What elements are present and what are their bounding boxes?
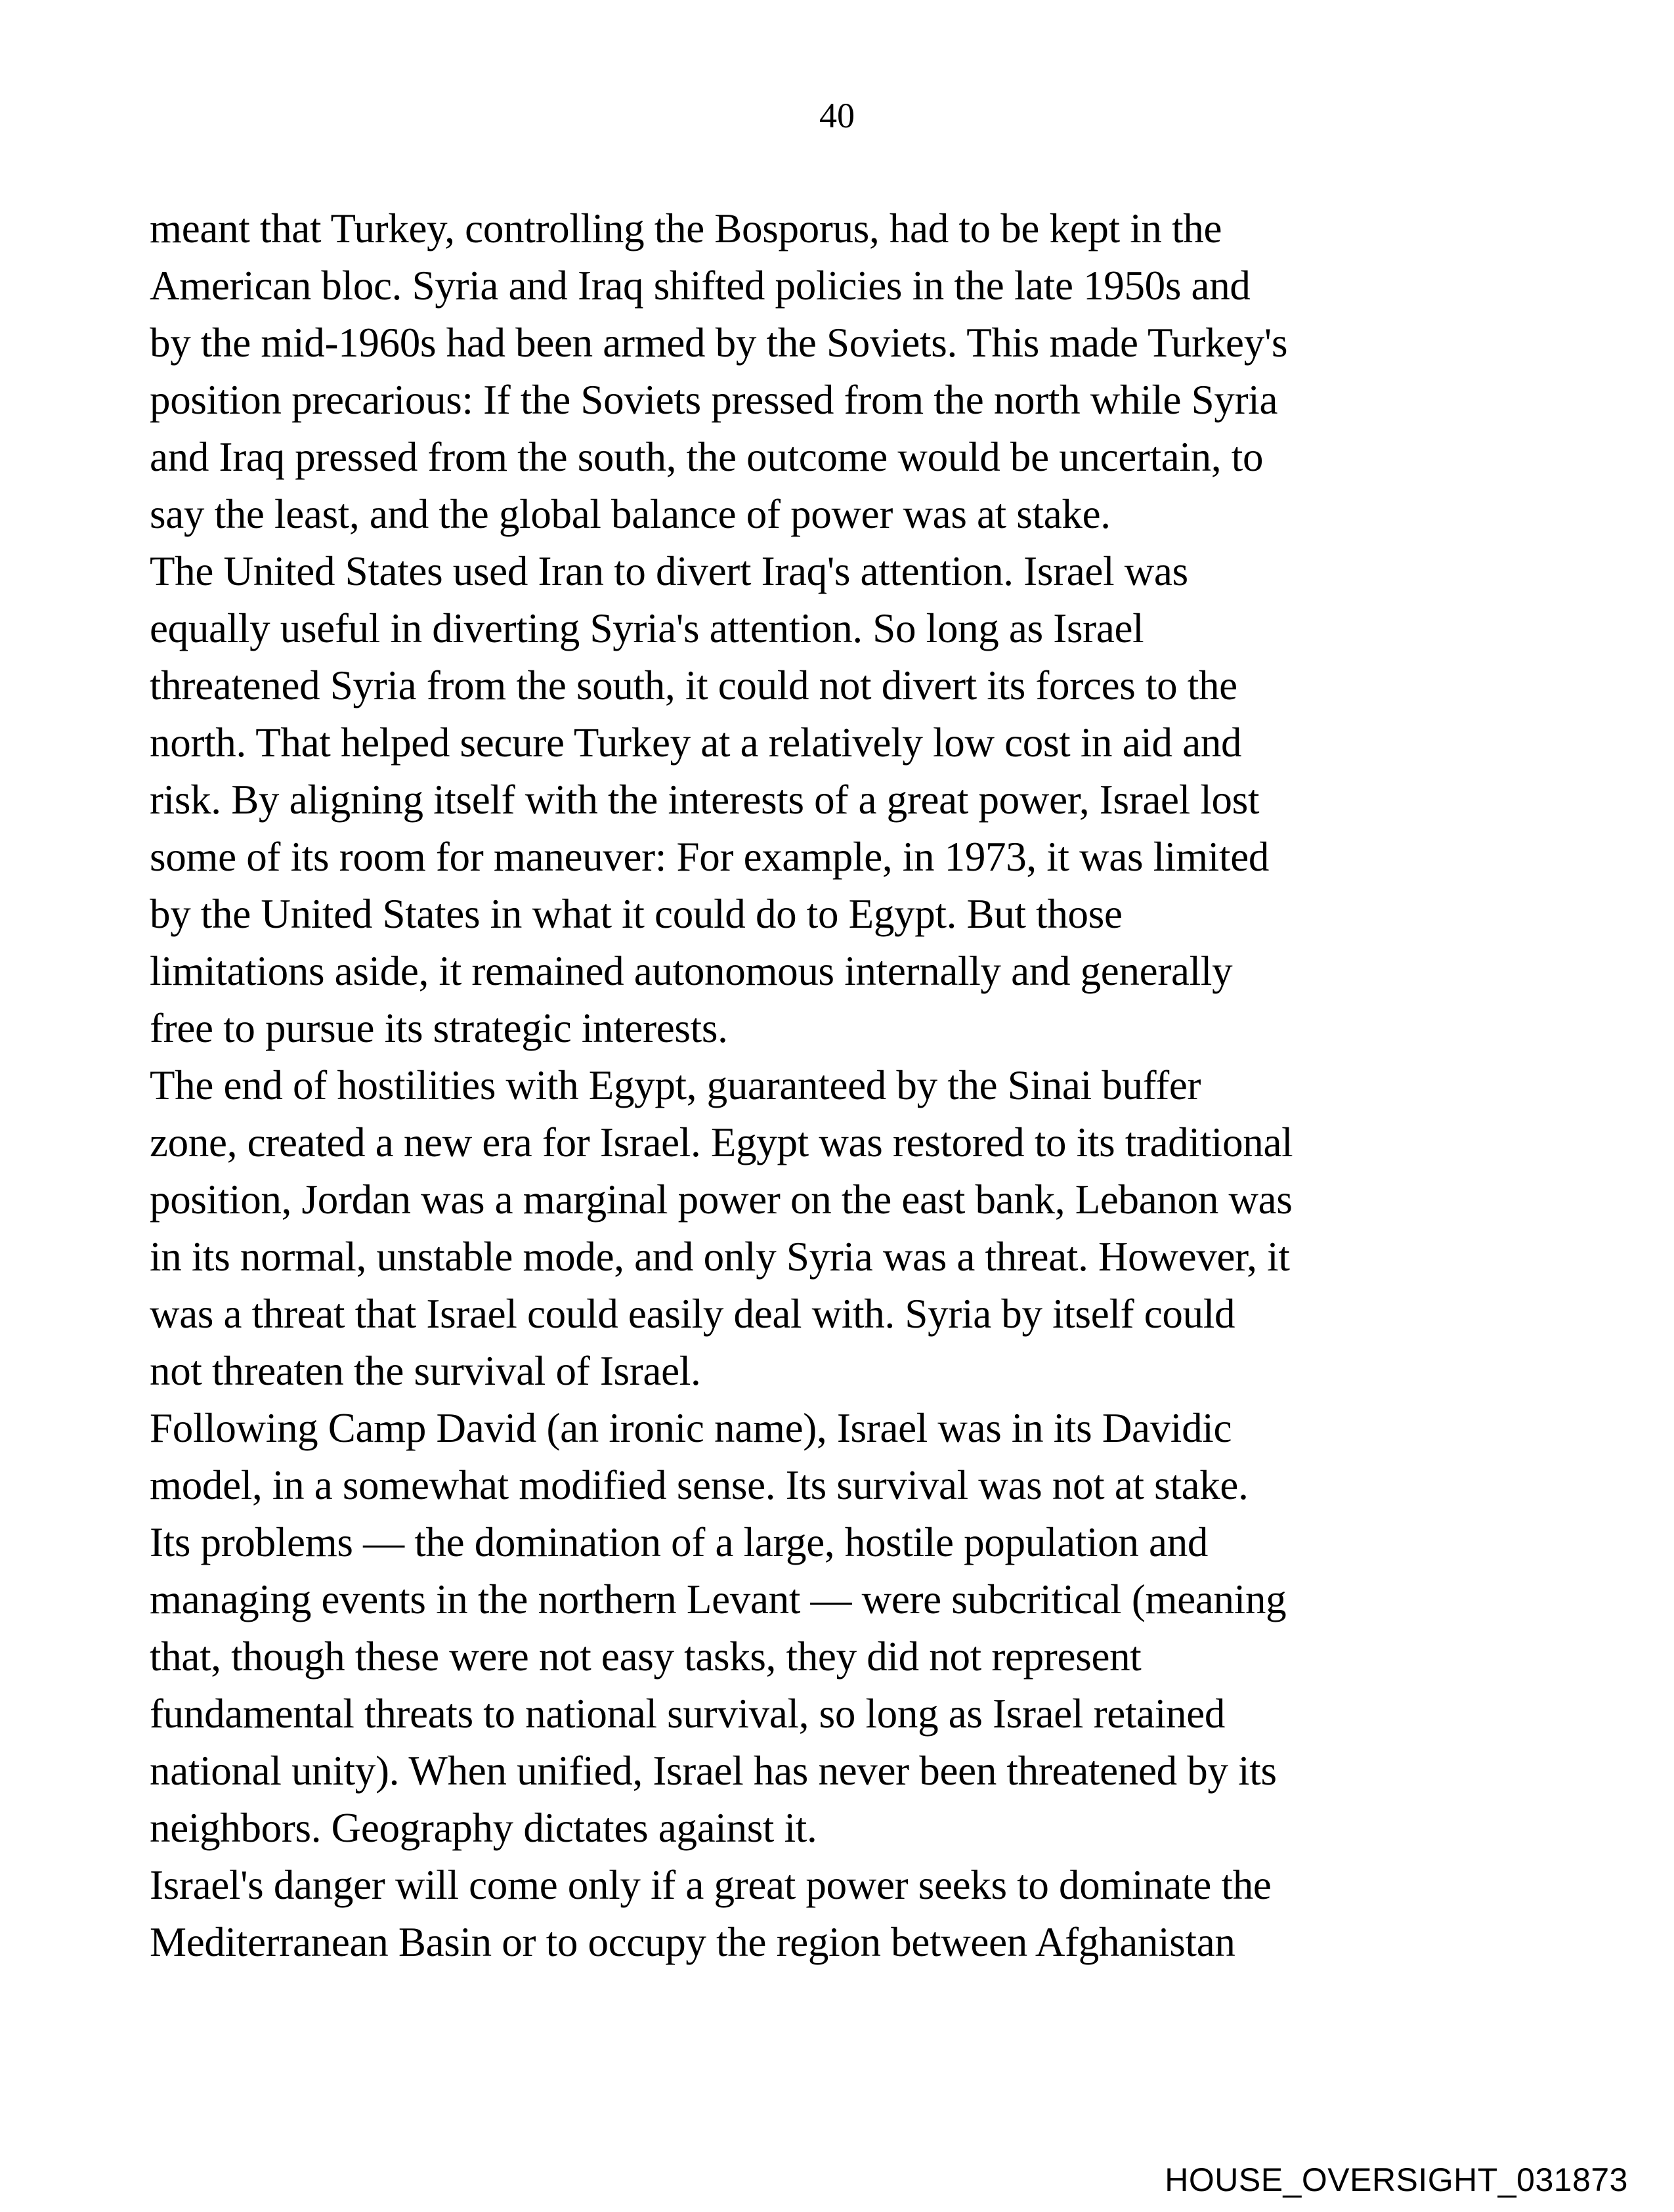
text-line: that, though these were not easy tasks, they did not represent [150,1634,1142,1680]
text-line: say the least, and the global balance of power was at stake. [150,491,1111,537]
page-number: 40 [819,96,855,135]
text-line: by the mid-1960s had been armed by the Soviets. This made Turkey's [150,320,1288,366]
text-line: national unity). When unified, Israel has never been threatened by its [150,1748,1277,1794]
text-line: Following Camp David (an ironic name), Israel was in its Davidic [150,1405,1232,1451]
text-line: Israel's danger will come only if a great power seeks to dominate the [150,1862,1272,1908]
text-line: was a threat that Israel could easily deal with. Syria by itself could [150,1291,1235,1337]
text-line: fundamental threats to national survival, so long as Israel retained [150,1691,1226,1737]
text-line: in its normal, unstable mode, and only Syria was a threat. However, it [150,1234,1290,1280]
text-line: The United States used Iran to divert Iraq's attention. Israel was [150,548,1188,594]
text-line: and Iraq pressed from the south, the outcome would be uncertain, to [150,434,1264,480]
text-line: zone, created a new era for Israel. Egypt was restored to its traditional [150,1119,1293,1165]
bates-stamp: HOUSE_OVERSIGHT_031873 [1165,2161,1628,2198]
text-line: The end of hostilities with Egypt, guaranteed by the Sinai buffer [150,1062,1201,1108]
body-text [150,200,1555,1971]
text-line: some of its room for maneuver: For example, in 1973, it was limited [150,834,1270,880]
text-line: by the United States in what it could do to Egypt. But those [150,891,1123,937]
text-line: American bloc. Syria and Iraq shifted policies in the late 1950s and [150,263,1251,309]
text-line: Mediterranean Basin or to occupy the region between Afghanistan [150,1919,1235,1965]
text-line: limitations aside, it remained autonomous internally and generally [150,948,1233,994]
text-line: managing events in the northern Levant — were subcritical (meaning [150,1576,1287,1622]
text-line: position, Jordan was a marginal power on the east bank, Lebanon was [150,1177,1293,1223]
text-line: model, in a somewhat modified sense. Its survival was not at stake. [150,1462,1249,1508]
text-line: north. That helped secure Turkey at a relatively low cost in aid and [150,720,1242,766]
text-line: Its problems — the domination of a large, hostile population and [150,1519,1209,1565]
text-line: meant that Turkey, controlling the Bosporus, had to be kept in the [150,206,1222,251]
text-line: not threaten the survival of Israel. [150,1348,701,1394]
text-line: threatened Syria from the south, it could not divert its forces to the [150,662,1237,708]
text-line: equally useful in diverting Syria's attention. So long as Israel [150,605,1144,651]
text-line: position precarious: If the Soviets pressed from the north while Syria [150,377,1278,423]
text-line: risk. By aligning itself with the interests of a great power, Israel lost [150,777,1260,823]
text-line: neighbors. Geography dictates against it. [150,1805,817,1851]
text-line: free to pursue its strategic interests. [150,1005,728,1051]
